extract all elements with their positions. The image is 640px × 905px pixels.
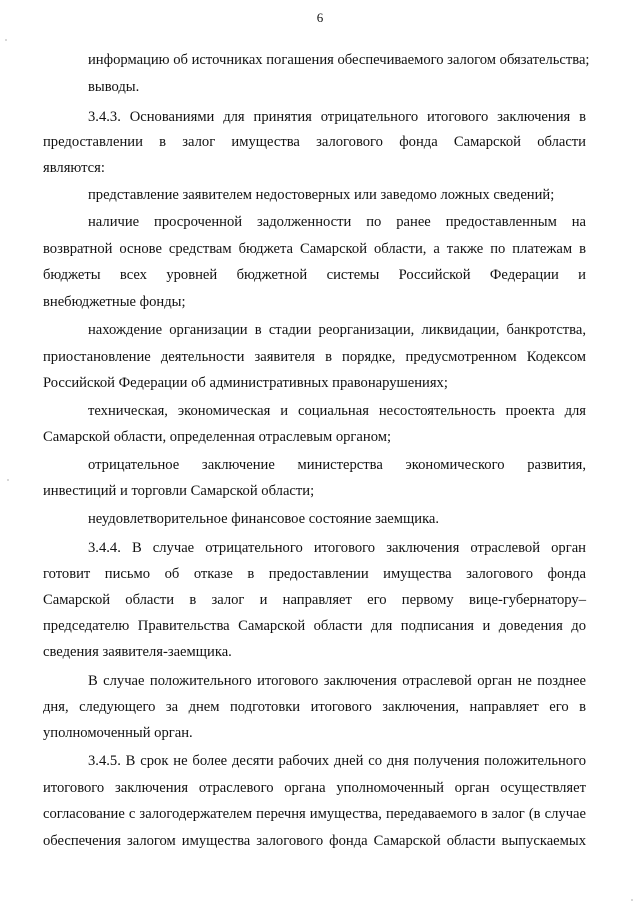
text-line: предоставлении в залог имущества залогового фонда Самарской области bbox=[43, 134, 586, 150]
text-line: наличие просроченной задолженности по ранее предоставленным на bbox=[88, 214, 586, 230]
text-line: являются: bbox=[43, 160, 105, 176]
page-number: 6 bbox=[316, 10, 324, 25]
text-line: неудовлетворительное финансовое состояние заемщика. bbox=[88, 511, 440, 527]
text-line: Российской Федерации об административных правонарушениях; bbox=[43, 375, 448, 391]
text-line: дня, следующего за днем подготовки итогового заключения, направляет его в bbox=[43, 699, 586, 715]
text-line: согласование с залогодержателем перечня имущества, передаваемого в залог (в случае bbox=[43, 806, 586, 822]
text-line: отрицательное заключение министерства экономического развития, bbox=[88, 457, 586, 473]
text-line: приостановление деятельности заявителя в порядке, предусмотренном Кодексом bbox=[43, 349, 586, 365]
text-line: нахождение организации в стадии реорганизации, ликвидации, банкротства, bbox=[88, 322, 586, 338]
text-line: обеспечения залогом имущества залогового фонда Самарской области выпускаемых bbox=[43, 833, 586, 849]
text-line: внебюджетные фонды; bbox=[43, 294, 186, 310]
text-line: Самарской области, определенная отраслевым органом; bbox=[43, 429, 392, 445]
text-line: выводы. bbox=[88, 79, 140, 95]
text-line: представление заявителем недостоверных или заведомо ложных сведений; bbox=[88, 187, 555, 203]
text-line: инвестиций и торговли Самарской области; bbox=[43, 483, 315, 499]
text-line: Самарской области в залог и направляет его первому вице-губернатору– bbox=[43, 592, 586, 608]
text-line: уполномоченный орган. bbox=[43, 725, 193, 741]
text-line: возвратной основе средствам бюджета Самарской области, а также по платежам в bbox=[43, 241, 586, 257]
text-line: итогового заключения отраслевого органа уполномоченный орган осуществляет bbox=[43, 780, 586, 796]
text-line: сведения заявителя-заемщика. bbox=[43, 644, 232, 660]
text-line: председателю Правительства Самарской области для подписания и доведения до bbox=[43, 618, 586, 634]
text-line: готовит письмо об отказе в предоставлении имущества залогового фонда bbox=[43, 566, 586, 582]
text-line: 3.4.3. Основаниями для принятия отрицательного итогового заключения в bbox=[88, 109, 586, 125]
text-line: информацию об источниках погашения обеспечиваемого залогом обязательства; bbox=[88, 52, 590, 68]
text-line: техническая, экономическая и социальная несостоятельность проекта для bbox=[88, 403, 586, 419]
text-line: 3.4.5. В срок не более десяти рабочих дней со дня получения положительного bbox=[88, 753, 586, 769]
text-line: В случае положительного итогового заключения отраслевой орган не позднее bbox=[88, 673, 586, 689]
text-line: 3.4.4. В случае отрицательного итогового заключения отраслевой орган bbox=[88, 540, 586, 556]
text-line: бюджеты всех уровней бюджетной системы Российской Федерации и bbox=[43, 267, 586, 283]
